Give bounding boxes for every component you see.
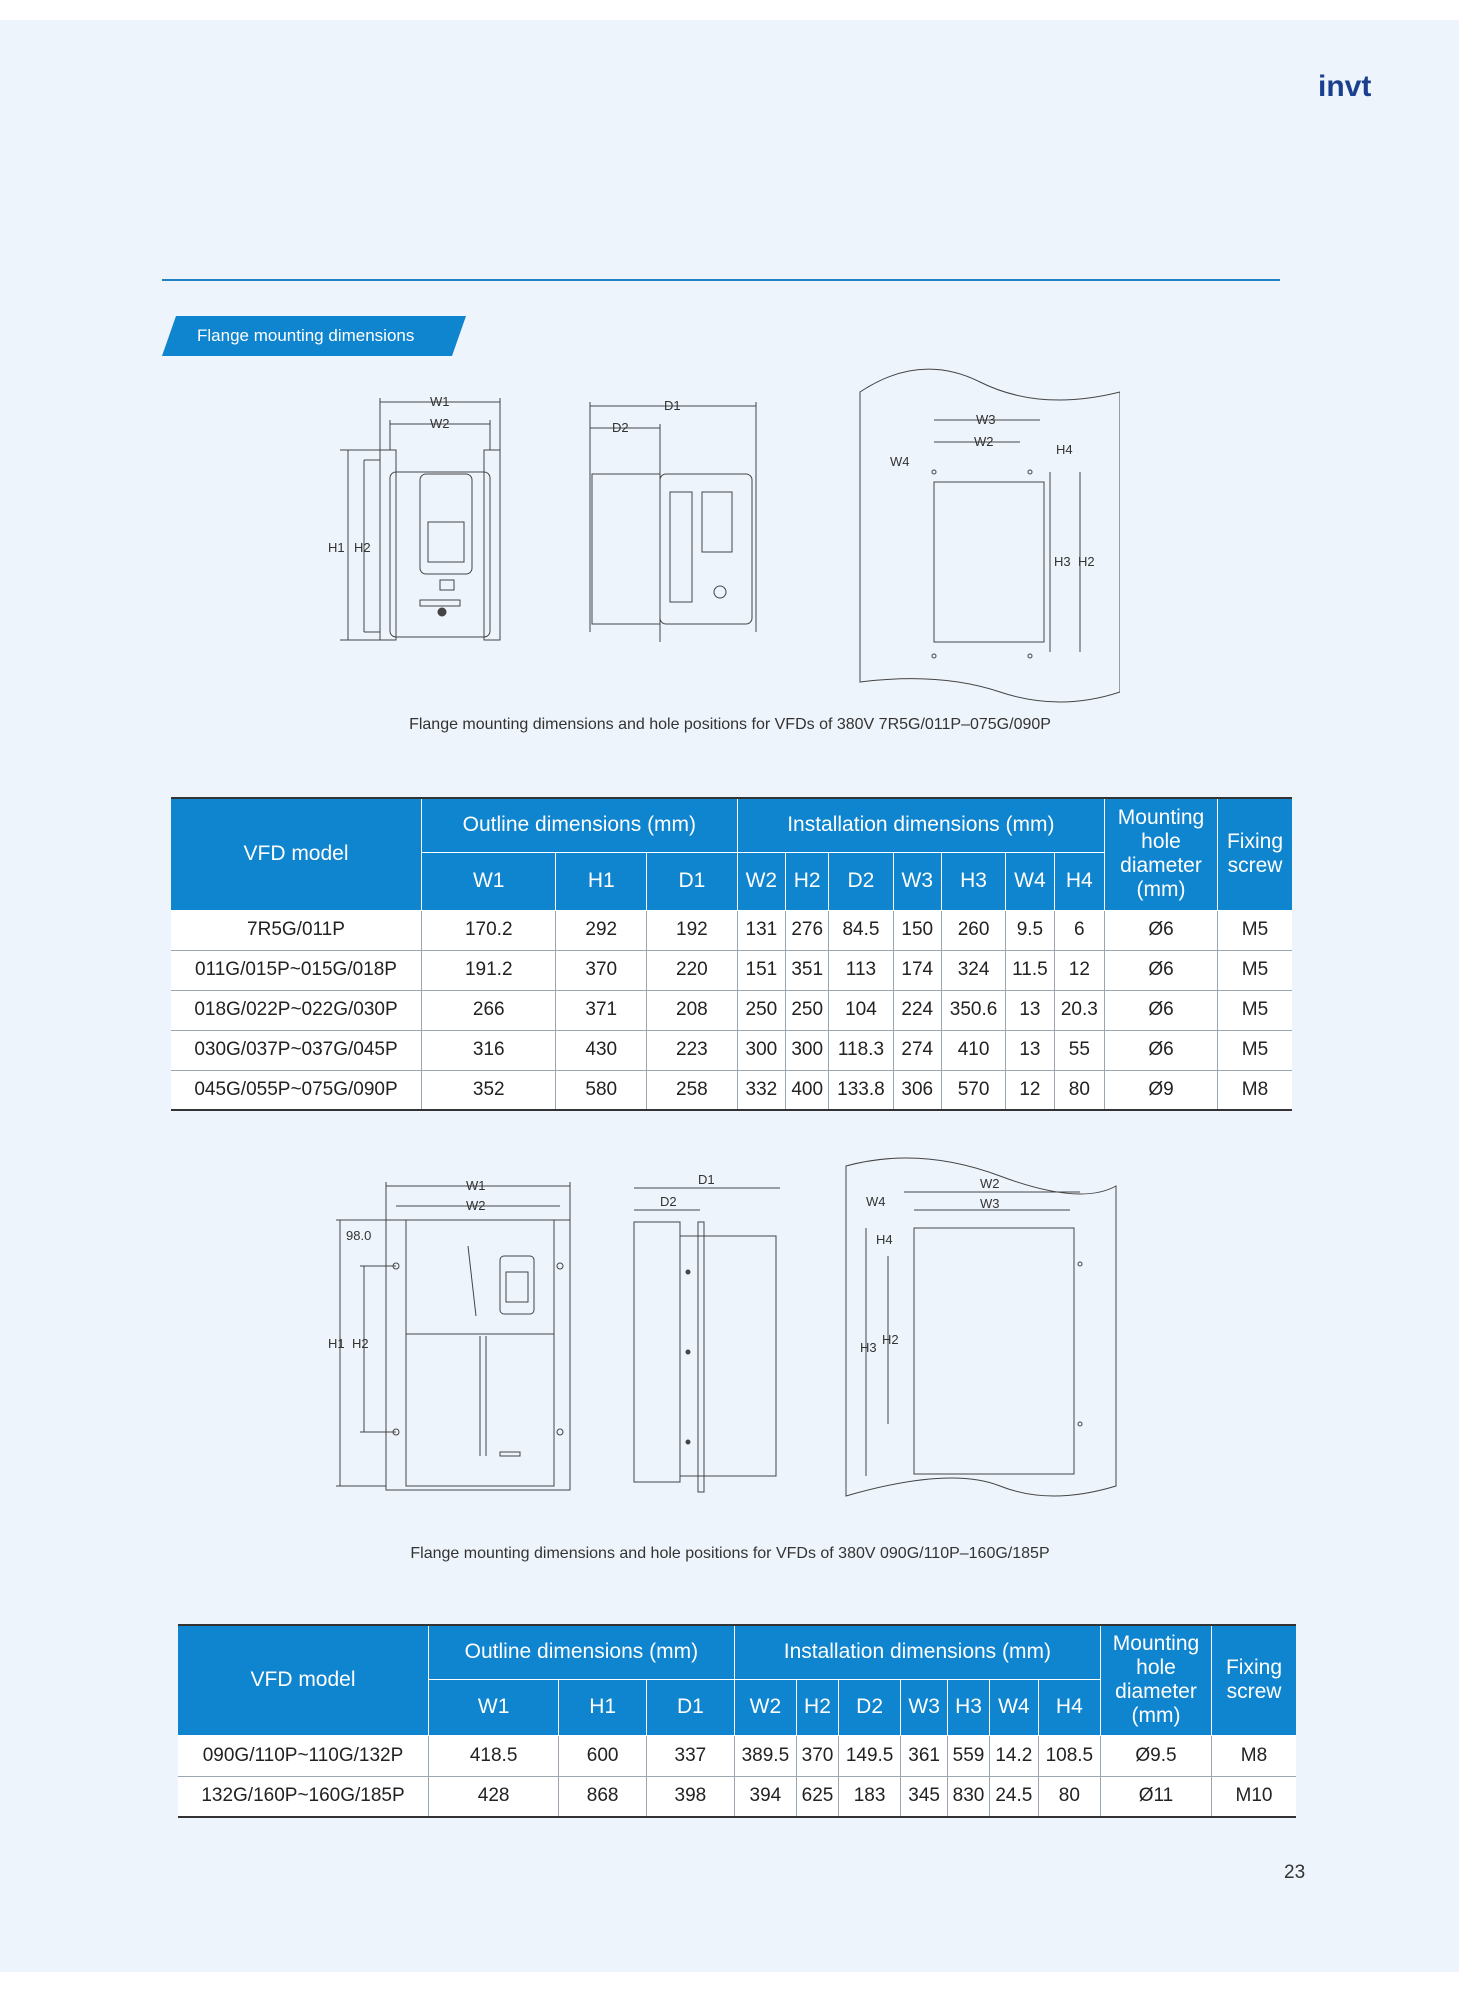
table-cell: Ø9.5 — [1101, 1735, 1212, 1776]
table-cell: 183 — [838, 1776, 900, 1817]
label-offset: 98.0 — [346, 1228, 372, 1243]
table-cell: 250 — [737, 990, 785, 1030]
label-w1: W1 — [430, 394, 450, 409]
label-h2-cutout: H2 — [882, 1332, 899, 1347]
cell-model: 7R5G/011P — [171, 910, 422, 950]
header-installation: Installation dimensions (mm) — [734, 1625, 1100, 1679]
table-cell: 192 — [647, 910, 738, 950]
table-cell: 220 — [647, 950, 738, 990]
label-d2: D2 — [612, 420, 629, 435]
table-cell: 300 — [786, 1030, 829, 1070]
header-outline: Outline dimensions (mm) — [429, 1625, 735, 1679]
table-cell: M5 — [1218, 950, 1293, 990]
table-cell: 55 — [1054, 1030, 1104, 1070]
table-cell: 250 — [786, 990, 829, 1030]
label-h1: H1 — [328, 540, 345, 555]
table-cell: 570 — [941, 1070, 1005, 1110]
label-h2: H2 — [352, 1336, 369, 1351]
table-cell: 370 — [797, 1735, 839, 1776]
table-cell: 337 — [646, 1735, 734, 1776]
label-h4: H4 — [1056, 442, 1073, 457]
header-fixing-screw: Fixing screw — [1218, 798, 1293, 910]
header-col: W1 — [429, 1679, 559, 1735]
table-cell: 131 — [737, 910, 785, 950]
table-cell: 868 — [559, 1776, 647, 1817]
table-cell: Ø6 — [1105, 950, 1218, 990]
label-h2: H2 — [354, 540, 371, 555]
table-cell: 398 — [646, 1776, 734, 1817]
table-cell: M8 — [1218, 1070, 1293, 1110]
header-installation: Installation dimensions (mm) — [737, 798, 1104, 852]
table-cell: 352 — [422, 1070, 556, 1110]
table-row — [171, 950, 1292, 990]
dimensions-table-1 — [171, 797, 1292, 1111]
table-cell: 150 — [893, 910, 941, 950]
header-col: H3 — [948, 1679, 990, 1735]
table-cell: 559 — [948, 1735, 990, 1776]
table-cell: 276 — [786, 910, 829, 950]
table-row — [171, 1030, 1292, 1070]
table-cell: M5 — [1218, 910, 1293, 950]
section-heading-tag — [162, 316, 466, 356]
header-outline: Outline dimensions (mm) — [422, 798, 738, 852]
label-h4: H4 — [876, 1232, 893, 1247]
table-cell: 151 — [737, 950, 785, 990]
table-cell: 332 — [737, 1070, 785, 1110]
table-cell: 80 — [1038, 1776, 1100, 1817]
header-rule — [162, 279, 1280, 281]
table-cell: 108.5 — [1038, 1735, 1100, 1776]
table-cell: 830 — [948, 1776, 990, 1817]
label-d2: D2 — [660, 1194, 677, 1209]
table-cell: 258 — [647, 1070, 738, 1110]
cell-model: 011G/015P~015G/018P — [171, 950, 422, 990]
table-cell: 266 — [422, 990, 556, 1030]
header-col: W2 — [734, 1679, 796, 1735]
header-col: H3 — [941, 852, 1005, 910]
table-cell: 410 — [941, 1030, 1005, 1070]
table-cell: 118.3 — [829, 1030, 893, 1070]
label-h3: H3 — [1054, 554, 1071, 569]
header-col: H4 — [1038, 1679, 1100, 1735]
header-col: W3 — [893, 852, 941, 910]
table-cell: 13 — [1006, 990, 1054, 1030]
header-col: H1 — [559, 1679, 647, 1735]
header-fixing-screw: Fixing screw — [1212, 1625, 1297, 1735]
table-cell: 113 — [829, 950, 893, 990]
table-row — [171, 910, 1292, 950]
header-col: H1 — [556, 852, 647, 910]
label-w2: W2 — [430, 416, 450, 431]
header-col: D2 — [829, 852, 893, 910]
table-cell: 13 — [1006, 1030, 1054, 1070]
table-cell: 12 — [1006, 1070, 1054, 1110]
table-cell: 400 — [786, 1070, 829, 1110]
label-w2-cutout: W2 — [974, 434, 994, 449]
table-cell: 20.3 — [1054, 990, 1104, 1030]
header-col: W2 — [737, 852, 785, 910]
table-cell: M5 — [1218, 1030, 1293, 1070]
diagram2-caption: Flange mounting dimensions and hole positions for VFDs of 380V 090G/110P–160G/185P — [410, 1545, 1050, 1562]
table-cell: 345 — [901, 1776, 948, 1817]
table-row — [171, 990, 1292, 1030]
header-col: H2 — [786, 852, 829, 910]
label-w3: W3 — [976, 412, 996, 427]
table-cell: 133.8 — [829, 1070, 893, 1110]
cell-model: 018G/022P~022G/030P — [171, 990, 422, 1030]
diagram1-caption: Flange mounting dimensions and hole positions for VFDs of 380V 7R5G/011P–075G/090P — [409, 716, 1051, 733]
label-d1: D1 — [698, 1172, 715, 1187]
cell-model: 030G/037P~037G/045P — [171, 1030, 422, 1070]
header-col: W4 — [989, 1679, 1038, 1735]
table-cell: 361 — [901, 1735, 948, 1776]
table-cell: 430 — [556, 1030, 647, 1070]
table-cell: Ø6 — [1105, 910, 1218, 950]
label-w1: W1 — [466, 1178, 486, 1193]
table-cell: 104 — [829, 990, 893, 1030]
header-col: D1 — [646, 1679, 734, 1735]
table-cell: 389.5 — [734, 1735, 796, 1776]
label-w3: W3 — [980, 1196, 1000, 1211]
table-cell: 170.2 — [422, 910, 556, 950]
dimensions-table-2 — [178, 1624, 1296, 1818]
table-cell: 6 — [1054, 910, 1104, 950]
table-cell: 300 — [737, 1030, 785, 1070]
label-h2-cutout: H2 — [1078, 554, 1095, 569]
table-cell: 14.2 — [989, 1735, 1038, 1776]
table-cell: 370 — [556, 950, 647, 990]
header-col: W1 — [422, 852, 556, 910]
label-w4: W4 — [890, 454, 910, 469]
header-col: D1 — [647, 852, 738, 910]
diagram-large-frame — [320, 1156, 1120, 1516]
cell-model: 090G/110P~110G/132P — [178, 1735, 429, 1776]
table-cell: 306 — [893, 1070, 941, 1110]
table-cell: 292 — [556, 910, 647, 950]
table-cell: 625 — [797, 1776, 839, 1817]
table-cell: 350.6 — [941, 990, 1005, 1030]
table-cell: 418.5 — [429, 1735, 559, 1776]
header-vfd-model: VFD model — [178, 1625, 429, 1735]
table-cell: 24.5 — [989, 1776, 1038, 1817]
table-cell: 11.5 — [1006, 950, 1054, 990]
table-cell: 394 — [734, 1776, 796, 1817]
header-hole-diameter: Mounting hole diameter (mm) — [1101, 1625, 1212, 1735]
table-cell: 428 — [429, 1776, 559, 1817]
table-cell: 351 — [786, 950, 829, 990]
table-cell: 84.5 — [829, 910, 893, 950]
label-h1: H1 — [328, 1336, 345, 1351]
table-cell: 174 — [893, 950, 941, 990]
table-cell: 224 — [893, 990, 941, 1030]
header-vfd-model: VFD model — [171, 798, 422, 910]
table-cell: M8 — [1212, 1735, 1297, 1776]
table-cell: Ø9 — [1105, 1070, 1218, 1110]
table-cell: 191.2 — [422, 950, 556, 990]
header-col: H2 — [797, 1679, 839, 1735]
table-cell: 274 — [893, 1030, 941, 1070]
table-cell: 9.5 — [1006, 910, 1054, 950]
table-cell: 324 — [941, 950, 1005, 990]
label-h3: H3 — [860, 1340, 877, 1355]
table-cell: Ø11 — [1101, 1776, 1212, 1817]
table-row — [178, 1776, 1296, 1817]
table-cell: 316 — [422, 1030, 556, 1070]
header-hole-diameter: Mounting hole diameter (mm) — [1105, 798, 1218, 910]
table-row — [171, 1070, 1292, 1110]
table-cell: 208 — [647, 990, 738, 1030]
table-row — [178, 1735, 1296, 1776]
diagram-small-frame — [320, 362, 1120, 712]
table-cell: 580 — [556, 1070, 647, 1110]
label-w2: W2 — [466, 1198, 486, 1213]
table-cell: 600 — [559, 1735, 647, 1776]
cell-model: 132G/160P~160G/185P — [178, 1776, 429, 1817]
header-col: W3 — [901, 1679, 948, 1735]
table-cell: Ø6 — [1105, 990, 1218, 1030]
invt-logo: invt — [1318, 70, 1372, 103]
table-cell: 223 — [647, 1030, 738, 1070]
table-cell: M10 — [1212, 1776, 1297, 1817]
label-w4: W4 — [866, 1194, 886, 1209]
table-cell: 12 — [1054, 950, 1104, 990]
table-cell: 260 — [941, 910, 1005, 950]
table-cell: 80 — [1054, 1070, 1104, 1110]
label-w2-cutout: W2 — [980, 1176, 1000, 1191]
table-cell: M5 — [1218, 990, 1293, 1030]
label-d1: D1 — [664, 398, 681, 413]
section-title: Flange mounting dimensions — [197, 326, 415, 345]
table-cell: 371 — [556, 990, 647, 1030]
header-col: W4 — [1006, 852, 1054, 910]
cell-model: 045G/055P~075G/090P — [171, 1070, 422, 1110]
table-cell: 149.5 — [838, 1735, 900, 1776]
header-col: D2 — [838, 1679, 900, 1735]
page-number: 23 — [1284, 1862, 1306, 1883]
header-col: H4 — [1054, 852, 1104, 910]
table-cell: Ø6 — [1105, 1030, 1218, 1070]
